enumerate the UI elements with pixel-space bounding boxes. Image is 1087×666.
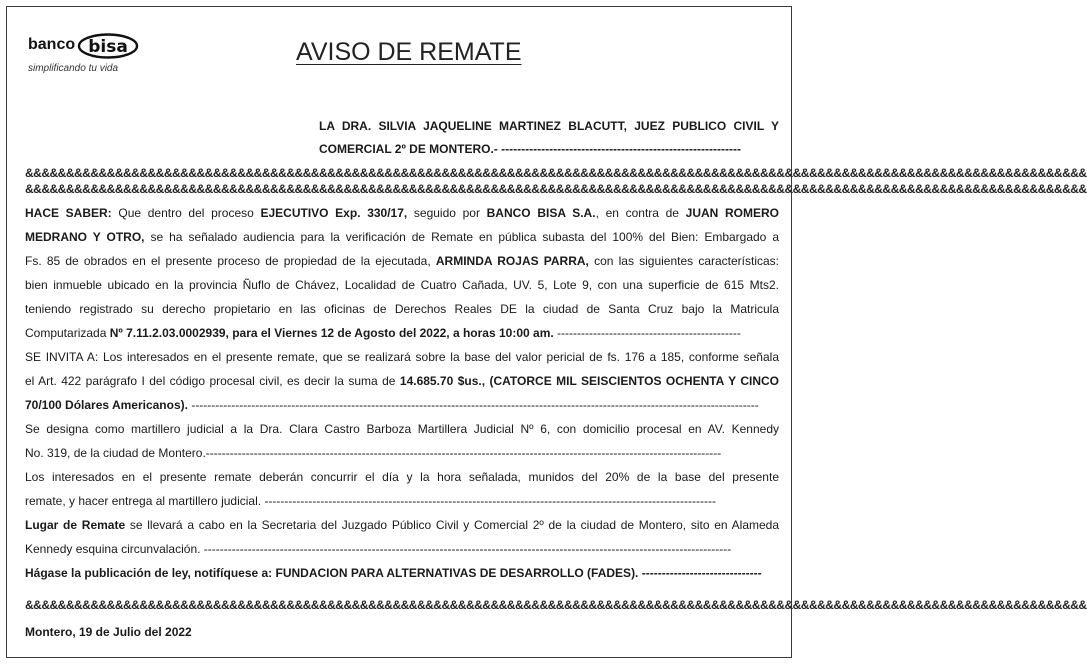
judge-line-1: LA DRA. SILVIA JAQUELINE MARTINEZ BLACUTT, JUEZ PUBLICO CIVIL Y xyxy=(319,119,779,133)
body-line: 70/100 Dólares Americanos). ---------------------------------------------------------------------------------------------------------------------------------------------- xyxy=(25,398,759,412)
body-line: Los interesados en el presente remate deberán concurrir el día y la hora señalada, munidos del 20% de la base del presente xyxy=(25,470,779,484)
logo-tagline: simplificando tu vida xyxy=(28,63,119,74)
body-line: teniendo registrado su derecho propietario en las oficinas de Derechos Reales DE la ciudad de Santa Cruz bajo la Matricula xyxy=(25,302,779,316)
judge-line-2: COMERCIAL 2º DE MONTERO.- ------------------------------------------------------------ xyxy=(319,142,741,156)
body-line: SE INVITA A: Los interesados en el presente remate, que se realizará sobre la base del valor pericial de fs. 176 a 185, conforme señala xyxy=(25,350,779,364)
logo-word: banco xyxy=(28,36,76,53)
body-line: Lugar de Remate se llevará a cabo en la Secretaria del Juzgado Público Civil y Comercial 2º de la ciudad de Montero, sito en Alameda xyxy=(25,518,780,532)
body-line: MEDRANO Y OTRO, se ha señalado audiencia para la verificación de Remate en pública subasta del 100% del Bien: Embargado a xyxy=(25,230,779,244)
publication-order: Hágase la publicación de ley, notifíquese a: FUNDACION PARA ALTERNATIVAS DE DESARROLLO (FADES). ------------------------------ xyxy=(25,566,762,580)
body-line: el Art. 422 parágrafo I del código procesal civil, es decir la suma de 14.685.70 $us., (CATORCE MIL SEISCIENTOS OCHENTA Y CINCO xyxy=(25,374,779,388)
body-line: Fs. 85 de obrados en el presente proceso de propiedad de la ejecutada, ARMINDA ROJAS PARRA, con las siguientes características: xyxy=(25,254,780,268)
body-line: HACE SABER: Que dentro del proceso EJECUTIVO Exp. 330/17, seguido por BANCO BISA S.A., en contra de JUAN ROMERO xyxy=(25,206,780,220)
separator-line: &&&&&&&&&&&&&&&&&&&&&&&&&&&&&&&&&&&&&&&&&&&&&&&&&&&&&&&&&&&&&&&&&&&&&&&&&&&&&&&&&&&&&&&&&&&&&&&&&&&&&&&&&&&&&&&&&&&&&&&&&&&&&&&&&& xyxy=(25,182,1087,196)
logo-brand: bisa xyxy=(88,37,128,57)
body-line: No. 319, de la ciudad de Montero.--------------------------------------------------------------------------------------------------------------------------------- xyxy=(25,446,722,460)
body-line: Kennedy esquina circunvalación. ------------------------------------------------------------------------------------------------------------------------------------ xyxy=(25,542,732,556)
bisa-logo-mark xyxy=(77,33,139,59)
judge-heading xyxy=(319,115,779,161)
body-line: bien inmueble ubicado en la provincia Ñuflo de Chávez, Localidad de Cuatro Cañada, UV. 5, Lote 9, con una superficie de 615 Mts2. xyxy=(25,278,779,292)
body-line: Computarizada Nº 7.11.2.03.0002939, para el Viernes 12 de Agosto del 2022, a horas 10:00 am. ---------------------------------------------- xyxy=(25,326,741,340)
separator-line: &&&&&&&&&&&&&&&&&&&&&&&&&&&&&&&&&&&&&&&&&&&&&&&&&&&&&&&&&&&&&&&&&&&&&&&&&&&&&&&&&&&&&&&&&&&&&&&&&&&&&&&&&&&&&&&&&&&&&&&&&&&&&&&&&& xyxy=(25,166,1087,180)
body-line: Se designa como martillero judicial a la Dra. Clara Castro Barboza Martillera Judicial Nº 6, con domicilio procesal en AV. Kennedy xyxy=(25,422,779,436)
separator-line: &&&&&&&&&&&&&&&&&&&&&&&&&&&&&&&&&&&&&&&&&&&&&&&&&&&&&&&&&&&&&&&&&&&&&&&&&&&&&&&&&&&&&&&&&&&&&&&&&&&&&&&&&&&&&&&&&&&&&&&&&&&&&&&&&& xyxy=(25,598,1087,612)
footer-date: Montero, 19 de Julio del 2022 xyxy=(25,625,192,639)
body-line: remate, y hacer entrega al martillero judicial. ----------------------------------------------------------------------------------------------------------------- xyxy=(25,494,716,508)
bank-logo xyxy=(28,33,148,78)
page-title: AVISO DE REMATE xyxy=(296,38,522,66)
